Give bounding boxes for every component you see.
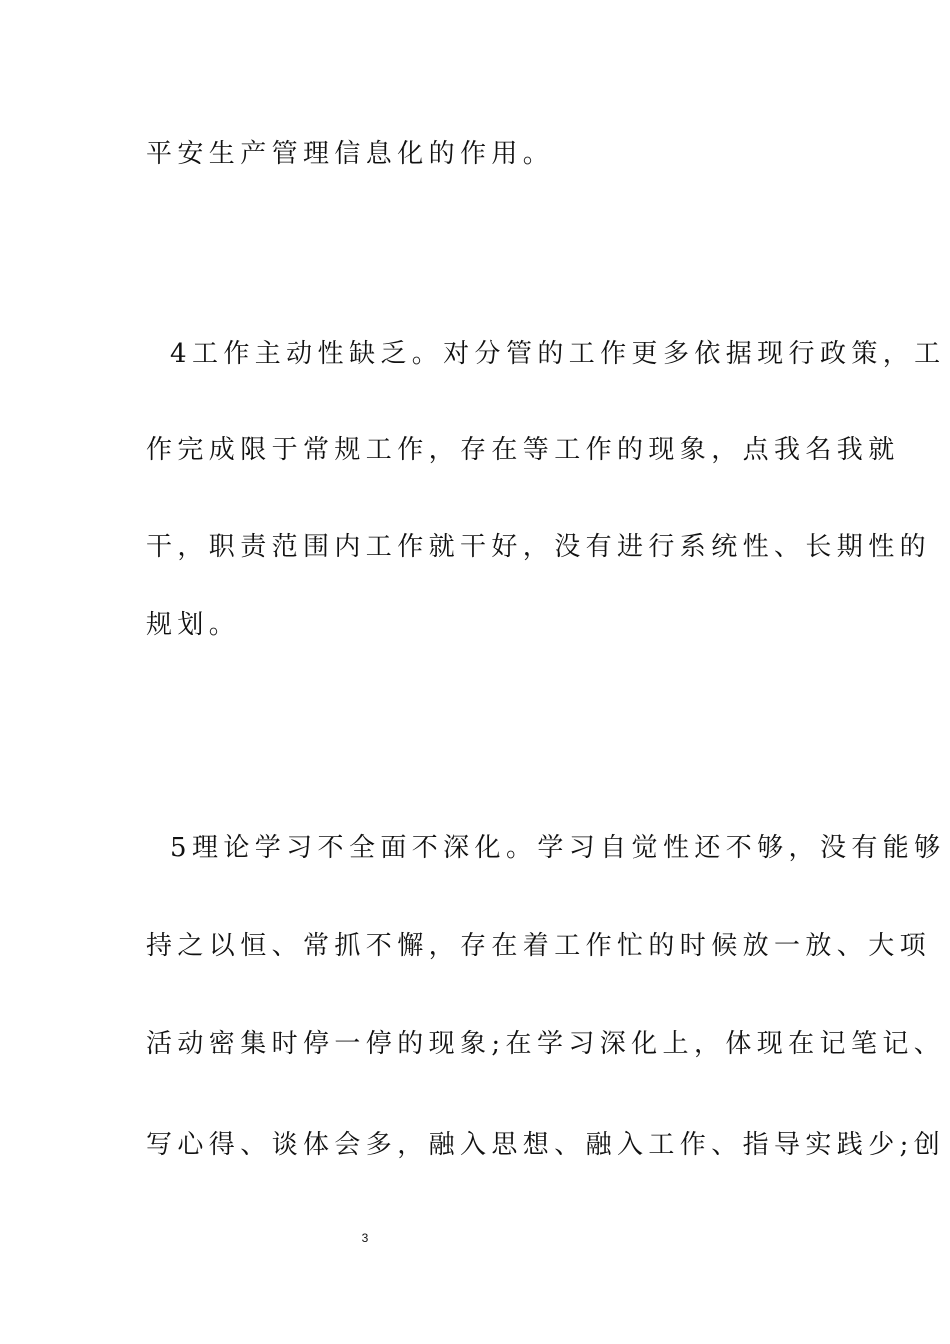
paragraph-line: 平安生产管理信息化的作用。 (146, 139, 555, 169)
paragraph-line: 活动密集时停一停的现象;在学习深化上，体现在记笔记、 (146, 1029, 946, 1059)
page-number: 3 (361, 1231, 369, 1245)
paragraph-line: 写心得、谈体会多，融入思想、融入工作、指导实践少;创 (146, 1130, 946, 1160)
paragraph-line: 规划。 (146, 610, 241, 640)
paragraph-line: 5理论学习不全面不深化。学习自觉性还不够，没有能够 (170, 833, 946, 863)
paragraph-line: 干，职责范围内工作就干好，没有进行系统性、长期性的 (146, 532, 932, 562)
paragraph-line: 持之以恒、常抓不懈，存在着工作忙的时候放一放、大项 (146, 931, 932, 961)
paragraph-line: 作完成限于常规工作，存在等工作的现象，点我名我就 (146, 435, 900, 465)
paragraph-line: 4工作主动性缺乏。对分管的工作更多依据现行政策，工 (170, 339, 946, 369)
